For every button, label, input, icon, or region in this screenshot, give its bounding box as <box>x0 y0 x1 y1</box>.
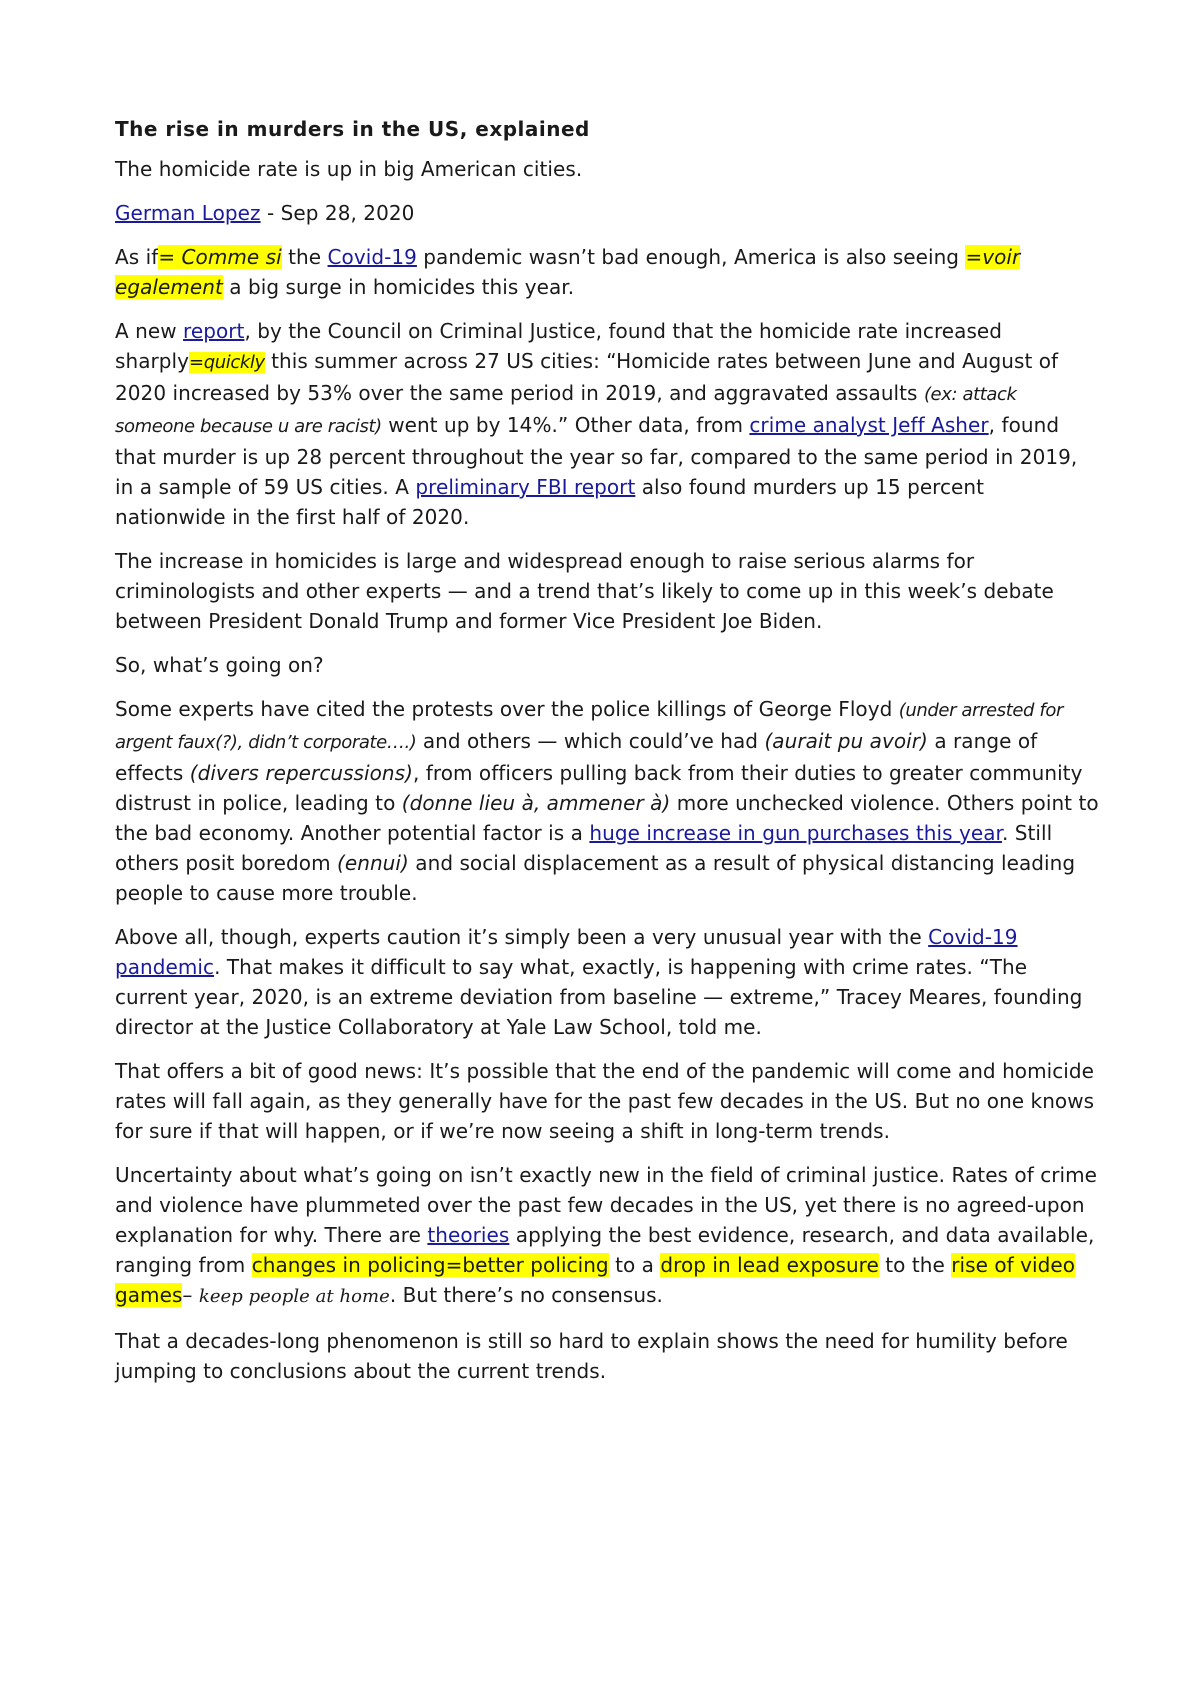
text: a big surge in homicides this year. <box>222 275 575 299</box>
text: , found that murder is up 28 percent throughout the year so far, compared to the same period in 2019, in a sample of 59 US cities. A <box>115 413 1078 499</box>
paragraph-6 <box>115 922 1100 1042</box>
byline-separator: - <box>260 201 281 225</box>
annotation-note: (divers repercussions) <box>189 761 413 785</box>
text: applying the best evidence, research, and data available, ranging from <box>115 1223 1095 1277</box>
annotation-note: (ex: attack someone because u are racist) <box>115 384 1017 437</box>
document-page <box>115 114 1100 1400</box>
gun-purchases-link[interactable]: huge increase in gun purchases this year <box>589 821 1002 845</box>
paragraph-7: That offers a bit of good news: It’s possible that the end of the pandemic will come and homicide rates will fall again, as they generally have for the past few decades in the US. But no one knows for sure if that will happen, or if we’re now seeing a shift in long-term trends. <box>115 1059 1095 1143</box>
highlight-lead-exposure: drop in lead exposure <box>660 1253 879 1277</box>
paragraph-2 <box>115 316 1100 532</box>
annotation-note: (under arrested for argent faux(?), didn’t corporate….) <box>115 700 1063 753</box>
text: Some experts have cited the protests over the police killings of George Floyd <box>115 697 899 721</box>
report-link[interactable]: report <box>183 319 245 343</box>
byline <box>115 198 1100 228</box>
annotation-note: (donne lieu à, ammener à) <box>401 791 671 815</box>
fbi-report-link[interactable]: preliminary FBI report <box>415 475 636 499</box>
text: Above all, though, experts caution it’s simply been a very unusual year with the <box>115 925 929 949</box>
text: – <box>182 1283 199 1307</box>
highlight-video-games: rise of video games <box>115 1253 1076 1307</box>
text: pandemic wasn’t bad enough, America is also seeing <box>416 245 966 269</box>
text: and others — which could’ve had <box>416 729 765 753</box>
paragraph-5 <box>115 694 1100 908</box>
text: . But there’s no consensus. <box>389 1283 663 1307</box>
jeff-asher-link[interactable]: crime analyst Jeff Asher <box>749 413 989 437</box>
paragraph-8 <box>115 1160 1100 1312</box>
author-link[interactable]: German Lopez <box>115 201 261 225</box>
text: , from officers pulling back from their duties to greater community distrust in police, leading to <box>115 761 1083 815</box>
article-title: The rise in murders in the US, explained <box>115 117 590 141</box>
text: more unchecked violence. Others point to the bad economy. Another potential factor is a <box>115 791 1099 845</box>
paragraph-9: That a decades-long phenomenon is still so hard to explain shows the need for humility before jumping to conclusions about the current trends. <box>115 1329 1068 1383</box>
paragraph-1 <box>115 242 1100 302</box>
article-subtitle: The homicide rate is up in big American cities. <box>115 157 583 181</box>
annotation-note: (aurait pu avoir) <box>764 729 928 753</box>
text: As if <box>115 245 159 269</box>
paragraph-3: The increase in homicides is large and widespread enough to raise serious alarms for criminologists and other experts — and a trend that’s likely to come up in this week’s debate between President Donald Trump and former Vice President Joe Biden. <box>115 549 1054 633</box>
article-date: Sep 28, 2020 <box>280 201 415 225</box>
text: went up by 14%.” Other data, from <box>381 413 750 437</box>
highlight-policing: changes in policing=better policing <box>251 1253 609 1277</box>
text: also found murders up 15 percent nationwide in the first half of 2020. <box>115 475 985 529</box>
annotation-note: keep people at home <box>198 1286 390 1307</box>
text: Uncertainty about what’s going on isn’t exactly new in the field of criminal justice. Rates of crime and violence have plummeted over the past few decades in the US, yet there is no agreed-upon explanation for why. There are <box>115 1163 1098 1247</box>
text: and social displacement as a result of physical distancing leading people to cause more trouble. <box>115 851 1076 905</box>
highlight-note: = Comme si <box>158 245 282 269</box>
text: the <box>281 245 328 269</box>
text: , by the Council on Criminal Justice, found that the homicide rate increased sharply <box>115 319 1003 373</box>
text: a range of effects <box>115 729 1038 785</box>
text: to a <box>608 1253 661 1277</box>
highlight-note: =quickly <box>189 352 265 373</box>
text: to the <box>878 1253 952 1277</box>
paragraph-4: So, what’s going on? <box>115 653 324 677</box>
covid-link[interactable]: Covid-19 <box>327 245 417 269</box>
annotation-note: (ennui) <box>337 851 409 875</box>
text: . That makes it difficult to say what, exactly, is happening with crime rates. “The current year, 2020, is an extreme deviation from baseline — extreme,” Tracey Meares, founding director at the Justice Collaboratory at Yale Law School, told me. <box>115 955 1083 1039</box>
covid-pandemic-link[interactable]: Covid-19 pandemic <box>115 925 1018 979</box>
text: . Still others posit boredom <box>115 821 1053 875</box>
text: this summer across 27 US cities: “Homicide rates between June and August of 2020 increased by 53% over the same period in 2019, and aggravated assaults <box>115 349 1059 405</box>
theories-link[interactable]: theories <box>427 1223 510 1247</box>
text: A new <box>115 319 184 343</box>
highlight-note: =voir egalement <box>115 245 1021 299</box>
